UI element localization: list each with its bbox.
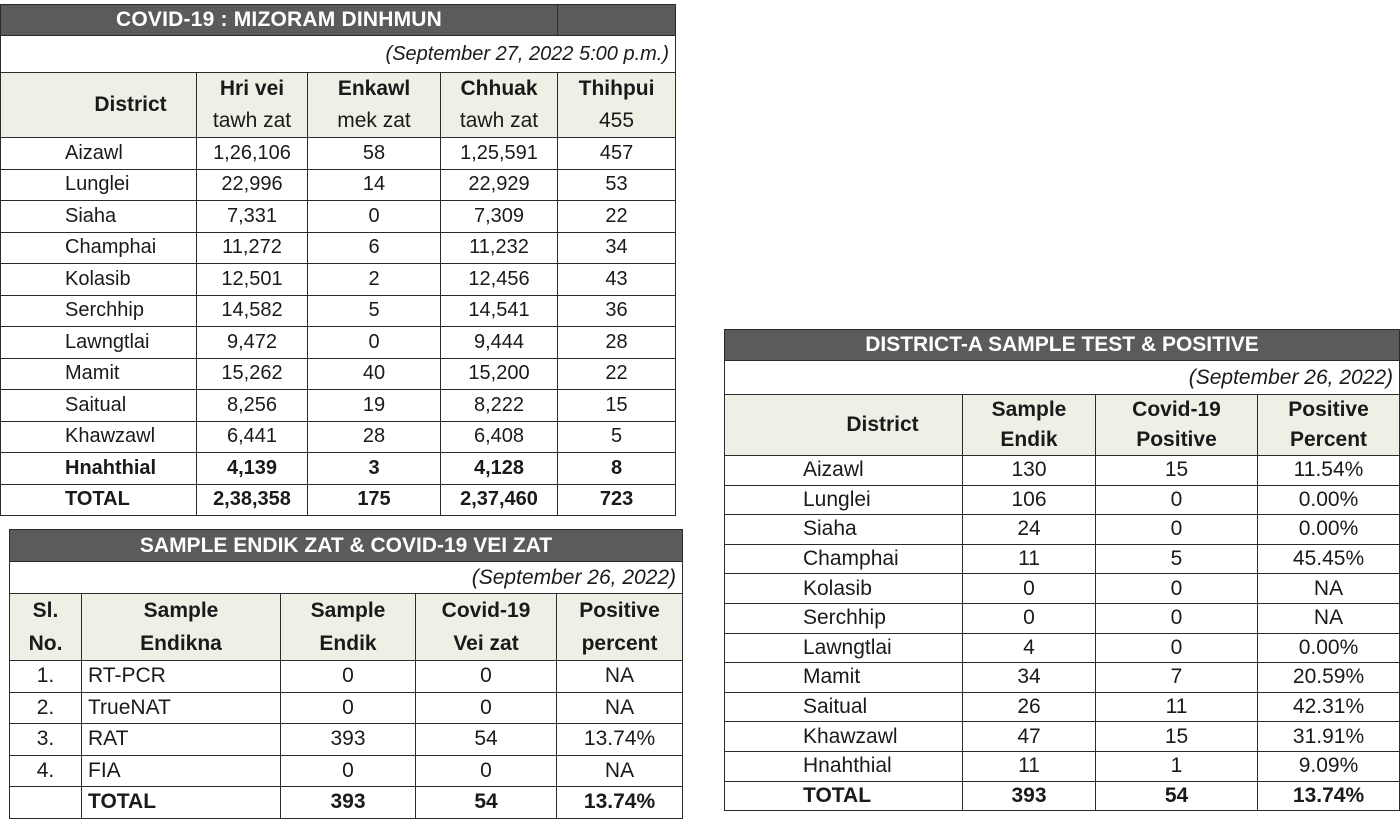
district-name: Kolasib [725,574,963,604]
total-positive-percent: 13.74% [557,787,683,819]
table-row [1,453,676,485]
report-date: (September 26, 2022) [725,361,1400,395]
table-row [1,138,676,170]
vei-zat-value: 54 [416,724,557,756]
district-name: Khawzawl [725,722,963,752]
hri-vei-value: 1,26,106 [197,138,308,170]
district-name: Lunglei [1,169,197,201]
table-row [1,264,676,296]
covid-positive-value: 0 [1096,515,1258,545]
sample-endik-value: 26 [963,692,1096,722]
sample-endik-value: 106 [963,485,1096,515]
total-chhuak: 2,37,460 [441,484,558,516]
thihpui-value: 457 [558,138,676,170]
thihpui-value: 15 [558,390,676,422]
positive-percent-value: 11.54% [1258,456,1400,486]
vei-zat-value: 0 [416,755,557,787]
thihpui-value: 5 [558,421,676,453]
enkawl-value: 6 [308,232,441,264]
district-name: Khawzawl [1,421,197,453]
district-name: Hnahthial [1,453,197,485]
vei-zat-value: 0 [416,692,557,724]
hri-vei-value: 11,272 [197,232,308,264]
table-row [10,661,683,693]
enkawl-value: 28 [308,421,441,453]
table-row [1,232,676,264]
header-district: District [725,395,963,456]
total-serial-blank [10,787,82,819]
covid-positive-value: 15 [1096,722,1258,752]
enkawl-value: 19 [308,390,441,422]
table-row [725,574,1400,604]
table-row [1,390,676,422]
hri-vei-value: 12,501 [197,264,308,296]
positive-percent-value: NA [557,755,683,787]
table-row [725,633,1400,663]
total-row [1,484,676,516]
total-thihpui: 723 [558,484,676,516]
district-name: Mamit [725,663,963,693]
covid-positive-value: 7 [1096,663,1258,693]
table-row [1,295,676,327]
covid-positive-value: 11 [1096,692,1258,722]
table-row [725,692,1400,722]
header-covid-vei-zat: Covid-19 Vei zat [416,594,557,661]
header-sample-endik: Sample Endik [281,594,416,661]
chhuak-value: 14,541 [441,295,558,327]
positive-percent-value: 20.59% [1258,663,1400,693]
serial-number: 3. [10,724,82,756]
district-name: Hnahthial [725,751,963,781]
positive-percent-value: 45.45% [1258,544,1400,574]
district-name: Kolasib [1,264,197,296]
sample-endik-value: 34 [963,663,1096,693]
thihpui-value: 43 [558,264,676,296]
covid-positive-value: 1 [1096,751,1258,781]
district-name: Lawngtlai [1,327,197,359]
positive-percent-value: 0.00% [1258,633,1400,663]
report-date: (September 27, 2022 5:00 p.m.) [1,36,676,73]
district-name: Serchhip [1,295,197,327]
header-covid-positive: Covid-19 Positive [1096,395,1258,456]
report-date: (September 26, 2022) [10,562,683,594]
table-row [725,544,1400,574]
sample-endik-value: 47 [963,722,1096,752]
positive-percent-value: NA [557,661,683,693]
positive-percent-value: NA [1258,603,1400,633]
chhuak-value: 11,232 [441,232,558,264]
hri-vei-value: 8,256 [197,390,308,422]
chhuak-value: 7,309 [441,201,558,233]
table-row [1,358,676,390]
thihpui-value: 34 [558,232,676,264]
test-method: RT-PCR [82,661,281,693]
total-positive-percent: 13.74% [1258,781,1400,811]
enkawl-value: 0 [308,327,441,359]
hri-vei-value: 9,472 [197,327,308,359]
district-name: Siaha [1,201,197,233]
table-title: DISTRICT-A SAMPLE TEST & POSITIVE [725,330,1400,361]
district-name: Champhai [725,544,963,574]
header-hri-vei: Hri vei tawh zat [197,73,308,138]
enkawl-value: 5 [308,295,441,327]
covid-positive-value: 0 [1096,485,1258,515]
covid-positive-value: 0 [1096,633,1258,663]
vei-zat-value: 0 [416,661,557,693]
enkawl-value: 3 [308,453,441,485]
table-row [1,327,676,359]
total-enkawl: 175 [308,484,441,516]
total-vei-zat: 54 [416,787,557,819]
chhuak-value: 8,222 [441,390,558,422]
total-label: TOTAL [1,484,197,516]
table-row [1,169,676,201]
thihpui-value: 22 [558,358,676,390]
enkawl-value: 40 [308,358,441,390]
thihpui-value: 22 [558,201,676,233]
positive-percent-value: NA [1258,574,1400,604]
serial-number: 2. [10,692,82,724]
district-name: Lunglei [725,485,963,515]
chhuak-value: 15,200 [441,358,558,390]
enkawl-value: 0 [308,201,441,233]
sample-endik-value: 0 [963,603,1096,633]
enkawl-value: 14 [308,169,441,201]
chhuak-value: 4,128 [441,453,558,485]
header-thihpui: Thihpui 455 [558,73,676,138]
table-row [10,724,683,756]
sample-endik-value: 4 [963,633,1096,663]
district-name: Saitual [725,692,963,722]
serial-number: 4. [10,755,82,787]
sample-test-table [9,529,683,819]
test-method: FIA [82,755,281,787]
test-method: TrueNAT [82,692,281,724]
thihpui-value: 36 [558,295,676,327]
mizoram-status-table [0,4,676,516]
table-row [725,603,1400,633]
covid-positive-value: 15 [1096,456,1258,486]
district-name: Saitual [1,390,197,422]
thihpui-value: 28 [558,327,676,359]
sample-endik-value: 0 [281,661,416,693]
header-positive-percent: Positive Percent [1258,395,1400,456]
positive-percent-value: 0.00% [1258,515,1400,545]
header-sample-endikna: Sample Endikna [82,594,281,661]
district-name: Siaha [725,515,963,545]
hri-vei-value: 6,441 [197,421,308,453]
sample-endik-value: 0 [963,574,1096,604]
sample-endik-value: 24 [963,515,1096,545]
total-row [725,781,1400,811]
table-row [725,515,1400,545]
table-row [725,663,1400,693]
sample-endik-value: 11 [963,544,1096,574]
positive-percent-value: 42.31% [1258,692,1400,722]
serial-number: 1. [10,661,82,693]
total-covid-positive: 54 [1096,781,1258,811]
table-title: COVID-19 : MIZORAM DINHMUN [1,5,558,36]
sample-endik-value: 393 [281,724,416,756]
sample-endik-value: 130 [963,456,1096,486]
header-positive-percent: Positive percent [557,594,683,661]
table-title: SAMPLE ENDIK ZAT & COVID-19 VEI ZAT [10,530,683,562]
covid-positive-value: 0 [1096,574,1258,604]
sample-endik-value: 0 [281,755,416,787]
positive-percent-value: 9.09% [1258,751,1400,781]
total-label: TOTAL [725,781,963,811]
positive-percent-value: 13.74% [557,724,683,756]
hri-vei-value: 14,582 [197,295,308,327]
covid-positive-value: 0 [1096,603,1258,633]
header-district: District [1,73,197,138]
district-name: Aizawl [725,456,963,486]
positive-percent-value: NA [557,692,683,724]
total-label: TOTAL [82,787,281,819]
thihpui-value: 8 [558,453,676,485]
header-sl-no: Sl. No. [10,594,82,661]
chhuak-value: 22,929 [441,169,558,201]
hri-vei-value: 7,331 [197,201,308,233]
positive-percent-value: 31.91% [1258,722,1400,752]
district-name: Aizawl [1,138,197,170]
district-name: Champhai [1,232,197,264]
enkawl-value: 58 [308,138,441,170]
chhuak-value: 12,456 [441,264,558,296]
sample-endik-value: 0 [281,692,416,724]
hri-vei-value: 4,139 [197,453,308,485]
table-row [10,692,683,724]
sample-endik-value: 11 [963,751,1096,781]
table-row [725,751,1400,781]
table-row [725,456,1400,486]
total-sample-endik: 393 [281,787,416,819]
table-row [1,421,676,453]
title-bar-blank [558,5,676,36]
chhuak-value: 6,408 [441,421,558,453]
table-row [725,485,1400,515]
total-sample-endik: 393 [963,781,1096,811]
enkawl-value: 2 [308,264,441,296]
table-row [1,201,676,233]
table-row [10,755,683,787]
header-sample-endik: Sample Endik [963,395,1096,456]
hri-vei-value: 22,996 [197,169,308,201]
covid-positive-value: 5 [1096,544,1258,574]
district-sample-table [724,329,1400,811]
chhuak-value: 9,444 [441,327,558,359]
district-name: Serchhip [725,603,963,633]
test-method: RAT [82,724,281,756]
chhuak-value: 1,25,591 [441,138,558,170]
header-chhuak: Chhuak tawh zat [441,73,558,138]
total-row [10,787,683,819]
header-enkawl: Enkawl mek zat [308,73,441,138]
positive-percent-value: 0.00% [1258,485,1400,515]
thihpui-value: 53 [558,169,676,201]
total-hri-vei: 2,38,358 [197,484,308,516]
district-name: Lawngtlai [725,633,963,663]
table-row [725,722,1400,752]
district-name: Mamit [1,358,197,390]
hri-vei-value: 15,262 [197,358,308,390]
